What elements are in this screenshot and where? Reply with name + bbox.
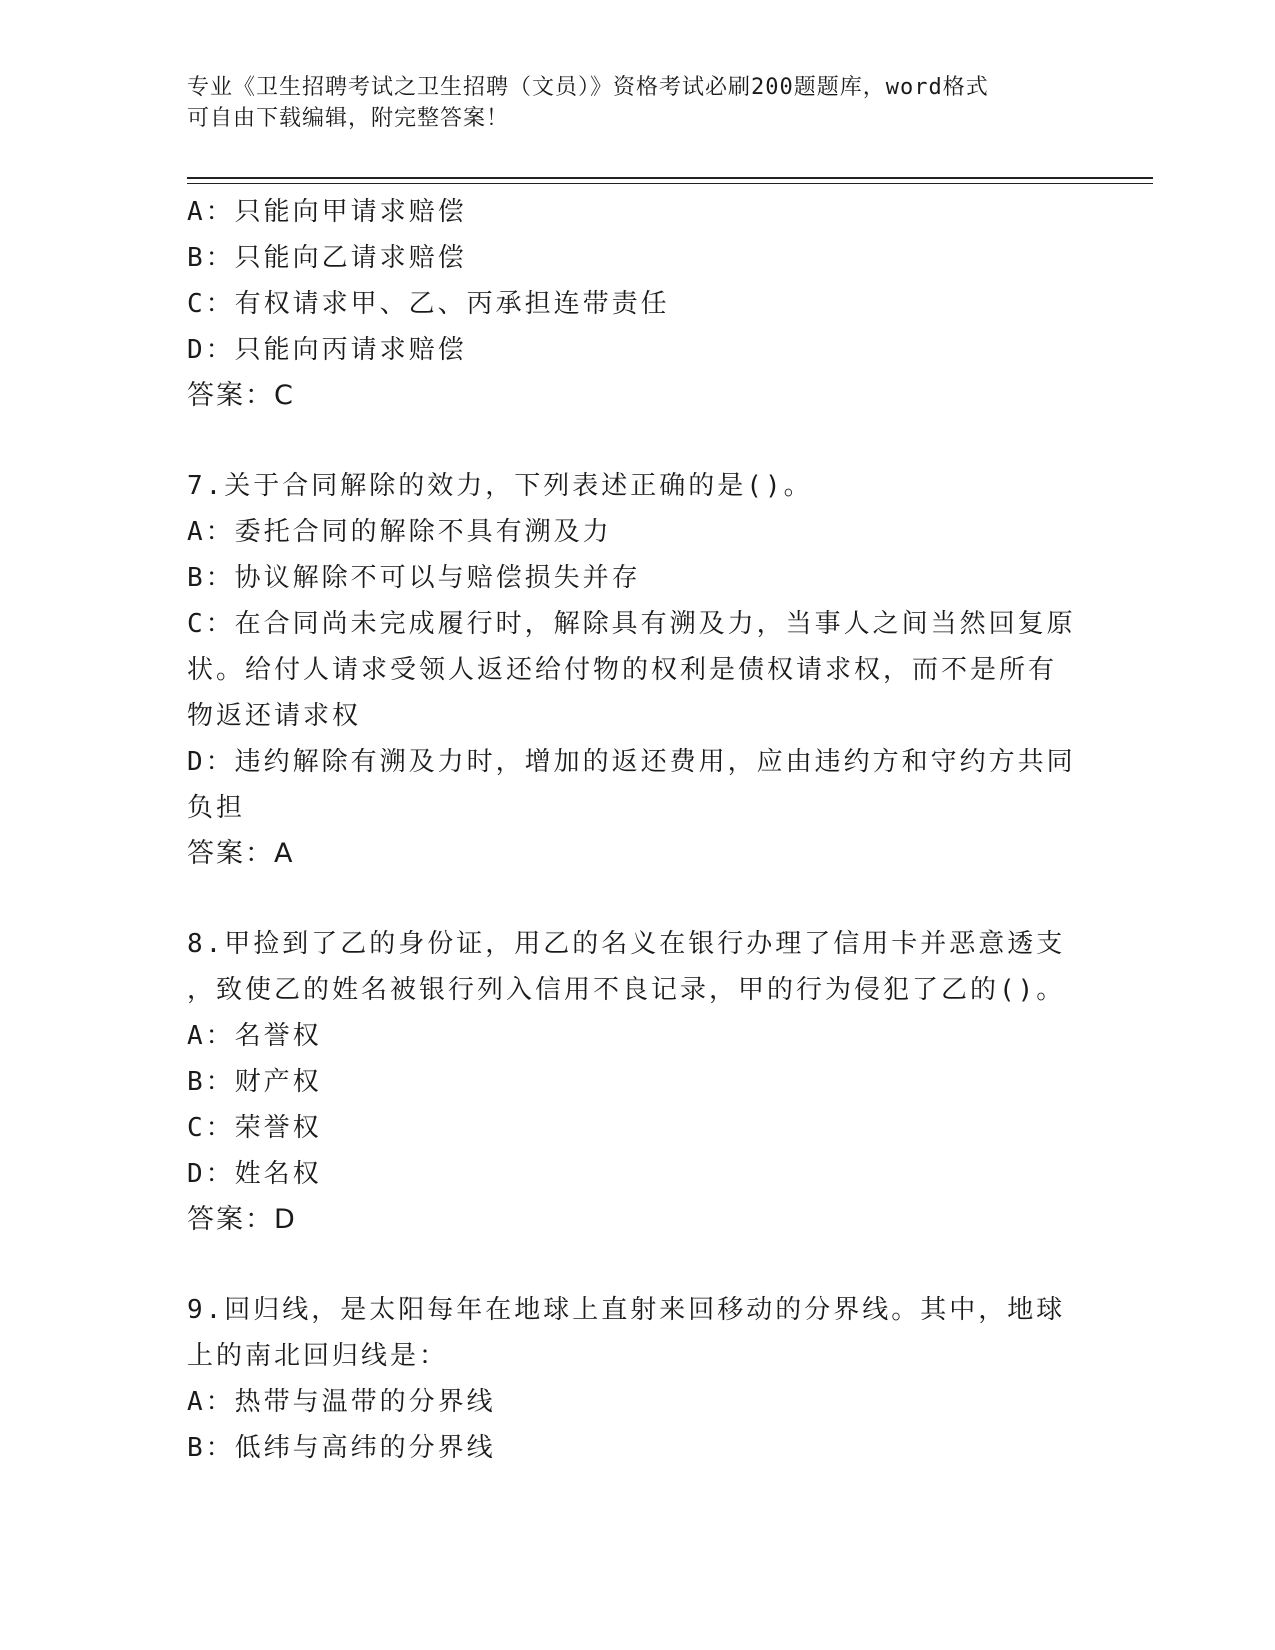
option-c: C：荣誉权 [187,1113,322,1143]
option-d: D：违约解除有溯及力时，增加的返还费用，应由违约方和守约方共同 [187,747,1076,777]
option-a: A：热带与温带的分界线 [187,1387,496,1417]
document-header [187,72,1067,134]
option-a: A：名誉权 [187,1021,322,1051]
question-gap [187,419,1087,463]
question-8 [187,921,1087,1243]
question-gap [187,877,1087,921]
option-c: C：在合同尚未完成履行时，解除具有溯及力，当事人之间当然回复原 [187,609,1076,639]
question-content [187,189,1087,1471]
option-c: C：有权请求甲、乙、丙承担连带责任 [187,289,670,319]
question-7 [187,463,1087,877]
question-stem-continued: ，致使乙的姓名被银行列入信用不良记录，甲的行为侵犯了乙的()。 [187,975,1066,1005]
question-stem: 9.回归线，是太阳每年在地球上直射来回移动的分界线。其中，地球 [187,1295,1066,1325]
option-d-continued: 负担 [187,793,246,823]
answer-line: 答案：D [187,1204,297,1235]
question-stem: 8.甲捡到了乙的身份证，用乙的名义在银行办理了信用卡并恶意透支 [187,929,1066,959]
header-rule-thin [187,183,1153,184]
option-b: B：只能向乙请求赔偿 [187,243,467,273]
header-line-1: 专业《卫生招聘考试之卫生招聘（文员）》资格考试必刷200题题库，word格式 [187,75,989,100]
answer-line: 答案：A [187,838,295,869]
option-b: B：低纬与高纬的分界线 [187,1433,496,1463]
option-b: B：财产权 [187,1067,322,1097]
option-a: A：委托合同的解除不具有溯及力 [187,517,612,547]
question-9 [187,1287,1087,1471]
question-stem-continued: 上的南北回归线是： [187,1341,449,1371]
option-c-continued: 物返还请求权 [187,701,362,731]
option-b: B：协议解除不可以与赔偿损失并存 [187,563,641,593]
answer-line: 答案：C [187,380,295,411]
question-gap [187,1243,1087,1287]
header-line-2: 可自由下载编辑，附完整答案！ [187,106,510,131]
option-d: D：只能向丙请求赔偿 [187,335,467,365]
header-rule-thick [187,177,1153,179]
option-c-continued: 状。给付人请求受领人返还给付物的权利是债权请求权，而不是所有 [187,655,1058,685]
option-d: D：姓名权 [187,1159,322,1189]
option-a: A：只能向甲请求赔偿 [187,197,467,227]
question-stem: 7.关于合同解除的效力，下列表述正确的是()。 [187,471,813,501]
question-6 [187,189,1087,419]
